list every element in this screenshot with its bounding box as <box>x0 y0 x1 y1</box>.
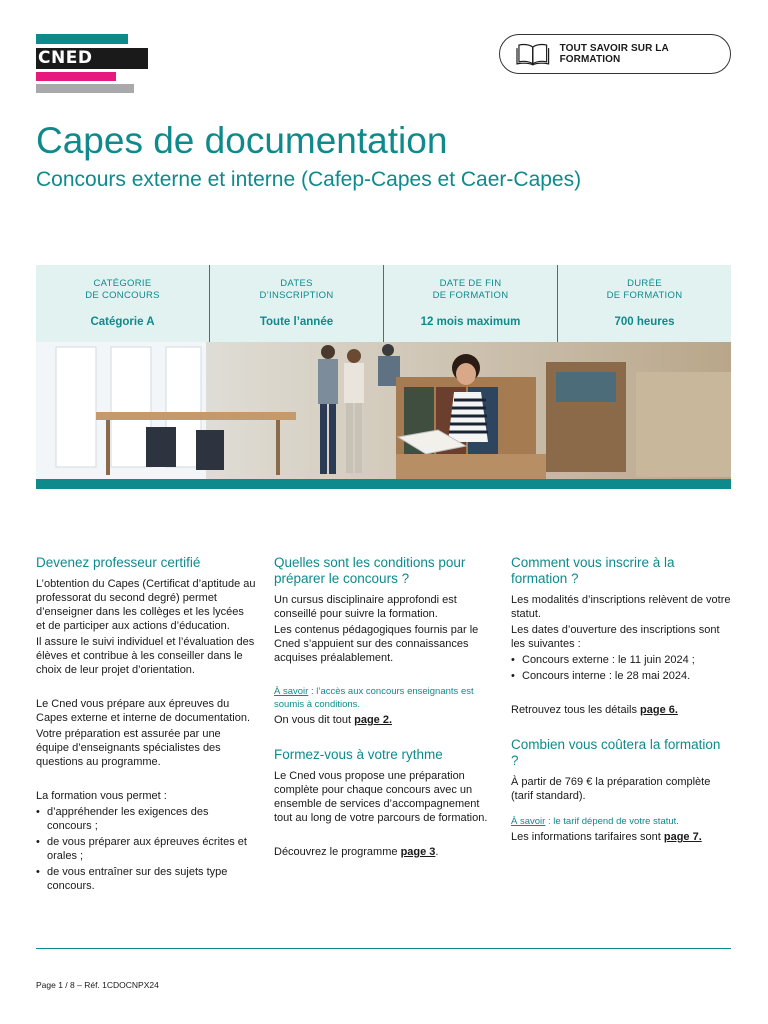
photo-teal-strip <box>36 479 731 489</box>
page-subtitle: Concours externe et interne (Cafep-Capes et Caer-Capes) <box>36 168 582 191</box>
text-page6-ref: Retrouvez tous les détails page 6. <box>511 704 678 716</box>
column-registration <box>511 555 731 846</box>
text-price: À partir de 769 € la préparation complète (tarif standard). <box>511 776 711 802</box>
list-item: • Concours interne : le 28 mai 2024. <box>511 669 731 683</box>
benefits-list <box>36 805 256 893</box>
heading-conditions: Quelles sont les conditions pour préparer le concours ? <box>274 555 466 586</box>
text-program-ref: Découvrez le programme page 3. <box>274 846 439 858</box>
heading-certified-teacher: Devenez professeur certifié <box>36 555 201 570</box>
heading-cost: Combien vous coûtera la formation ? <box>511 737 721 768</box>
library-photo <box>36 342 731 479</box>
logo-magenta-bar <box>36 72 116 81</box>
info-duration-value: 700 heures <box>614 316 675 328</box>
page-7-link[interactable]: page 7. <box>663 831 702 843</box>
text-teaching-team: Votre préparation est assurée par une équipe d’enseignants spécialistes des questions au programme. <box>36 728 221 768</box>
text-page7-ref: Les informations tarifaires sont page 7. <box>511 831 702 843</box>
page-3-link[interactable]: page 3 <box>400 846 436 858</box>
info-registration <box>210 265 384 342</box>
list-item: • d’appréhender les exigences des concours ; <box>36 805 256 833</box>
note-price: À savoir : le tarif dépend de votre statut. <box>511 816 679 827</box>
logo-text: CNED <box>38 48 93 68</box>
column-conditions <box>274 555 494 861</box>
text-capes-role: Il assure le suivi individuel et l’évaluation des élèves et contribue à les conseiller dans le choix de leur projet d’orientation. <box>36 636 255 676</box>
info-category <box>36 265 210 342</box>
info-end-date <box>384 265 558 342</box>
info-end-date-value: 12 mois maximum <box>420 316 521 328</box>
list-item: • de vous préparer aux épreuves écrites et orales ; <box>36 835 256 863</box>
info-registration-value: Toute l’année <box>259 316 334 328</box>
heading-registration: Comment vous inscrire à la formation ? <box>511 555 675 586</box>
note-conditions: À savoir : l’accès aux concours enseignants est soumis à conditions. <box>274 686 474 710</box>
info-duration-label: DURÉE DE FORMATION <box>606 278 683 301</box>
info-duration <box>558 265 731 342</box>
library-scene-image <box>36 342 731 479</box>
cned-logo <box>36 34 148 95</box>
page-title: Capes de documentation <box>36 120 448 161</box>
logo-black-bar <box>36 48 148 69</box>
formation-info-label: TOUT SAVOIR SUR LA FORMATION <box>559 43 669 65</box>
info-category-label: CATÉGORIE DE CONCOURS <box>85 278 160 301</box>
dates-list <box>511 653 731 683</box>
logo-teal-bar <box>36 34 128 44</box>
list-item: • de vous entraîner sur des sujets type concours. <box>36 865 256 893</box>
text-formation-intro: La formation vous permet : <box>36 790 167 802</box>
note-label: À savoir <box>511 816 546 827</box>
page-footer: Page 1 / 8 – Réf. 1CDOCNPX24 <box>36 980 159 990</box>
text-contents: Les contenus pédagogiques fournis par le Cned s’appuient sur des connaissances acquises préalablement. <box>274 624 479 664</box>
heading-own-pace: Formez-vous à votre rythme <box>274 747 443 762</box>
text-registration-status: Les modalités d’inscriptions relèvent de votre statut. <box>511 594 731 620</box>
page-2-link[interactable]: page 2. <box>354 714 393 726</box>
text-registration-dates: Les dates d’ouverture des inscriptions sont les suivantes : <box>511 624 720 650</box>
page-6-link[interactable]: page 6. <box>640 704 678 716</box>
info-registration-label: DATES D’INSCRIPTION <box>259 278 334 301</box>
footer-divider <box>36 948 731 949</box>
open-book-icon <box>516 42 550 66</box>
text-cursus: Un cursus disciplinaire approfondi est conseillé pour suivre la formation. <box>274 594 457 620</box>
text-own-pace: Le Cned vous propose une préparation complète pour chaque concours avec un ensemble de services d’accompagnement tout au long de votre parcours de formation. <box>274 770 488 824</box>
text-capes-definition: L’obtention du Capes (Certificat d’aptitude au professorat du second degré) permet d’enseigner dans les collèges et les lycées et de participer aux actions d’éducation. <box>36 578 256 632</box>
note-label: À savoir <box>274 686 309 697</box>
list-item: • Concours externe : le 11 juin 2024 ; <box>511 653 731 667</box>
formation-info-button[interactable] <box>499 34 731 74</box>
info-band <box>36 265 731 342</box>
info-end-date-label: DATE DE FIN DE FORMATION <box>432 278 509 301</box>
info-category-value: Catégorie A <box>90 316 155 328</box>
text-cned-prep: Le Cned vous prépare aux épreuves du Capes externe et interne de documentation. <box>36 698 251 724</box>
logo-grey-bar <box>36 84 134 93</box>
text-page2-ref: On vous dit tout page 2. <box>274 714 393 726</box>
column-certified-teacher <box>36 555 256 895</box>
